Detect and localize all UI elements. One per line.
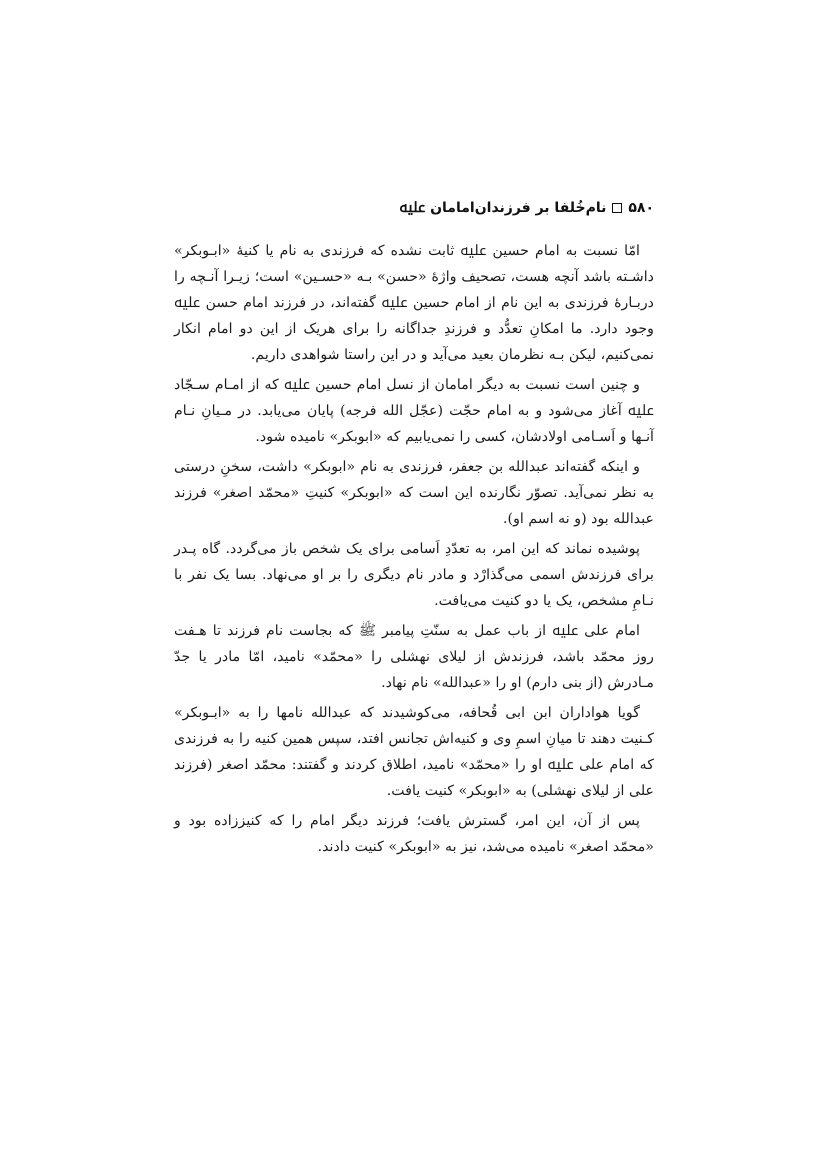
paragraph: و چنین است نسبت به دیگر امامان از نسل امام حسین ﷷ که از امـام سـجّاد ﷷ آغاز می‌شود و به امام حجّت (عجّل الله فرجه) پایان می‌یابد. در مـیانِ نـام آنـها و اَسـامی اولادشان، کسی را نمی‌یابیم که «ابوبکر» نامیده شود. [174,377,654,445]
paragraph: گویا هواداران ابن ابی قُحافه، می‌کوشیدند که عبدالله نامها را به «ابـوبکر» کـنیت دهند تا میانِ اسمِ وی و کنیه‌اش تجانس افتد، سپس همین کنیه را به فرزندی که امام علی ﷷ او را «محمّد» نامید، اطلاق کردند و گفتند: محمّد اصغر (فرزند علی از لیلای نهشلی) به «ابوبکر» کنیت یافت. [174,705,654,799]
paragraph: پوشیده نماند که این امر، به تعدّدِ اَسامی برای یک شخص باز می‌گردد. گاه پـدر برای فرزندش اسمی می‌گذارْد و مادر نام دیگری را بر او می‌نهاد. بسا یک نفر با نـامِ مشخص، یک یا دو کنیت می‌یافت. [174,541,654,609]
page-number: ۵۸۰ [628,199,654,216]
body-text [174,238,654,864]
paragraph: و اینکه گفته‌اند عبدالله بن جعفر، فرزندی به نام «ابوبکر» داشت، سخنِ درستی به نظر نمی‌آید. تصوّر نگارنده این است که «ابوبکر» کنیتِ «محمّد اصغر» فرزند عبدالله بود (و نه اسم او). [174,459,654,527]
paragraph: پس از آن، این امر، گسترش یافت؛ فرزند دیگر امام را که کنیززاده بود و «محمّد اصغر» نامیده می‌شد، نیز به «ابوبکر» کنیت دادند. [174,813,654,855]
square-bullet-icon [612,203,622,213]
running-header [174,194,654,221]
paragraph: امّا نسبت به امام حسین ﷷ ثابت نشده که فرزندی به نام یا کنیهٔ «ابـوبکر» داشـته باشد آنچه هست، تصحیف واژهٔ «حسن» بـه «حسـین» است؛ زیـرا آنـچه را دربـارهٔ فرزندی به این نام از امام حسین ﷷ گفته‌اند، در فرزند امام حسن ﷷ وجود دارد. ما امکانِ تعدُّد و فرزندِ جداگانه را برای هریک از این دو امام انکار نمی‌کنیم، لیکن بـه نظرمان بعید می‌آید و در این راستا شواهدی داریم. [174,243,654,363]
running-header-title: نام‌خُلفا بر فرزندان‌امامان ﷷ [399,200,607,216]
paragraph: امام علی ﷷ از باب عمل به سنّتِ پیامبر ﷺ که بجاست نام فرزند تا هـفت روز محمّد باشد، فرزندش از لیلای نهشلی را «محمّد» نامید، امّا مادر یا جدّ مـادرش (از بنی دارم) او را «عبدالله» نام نهاد. [174,623,654,691]
